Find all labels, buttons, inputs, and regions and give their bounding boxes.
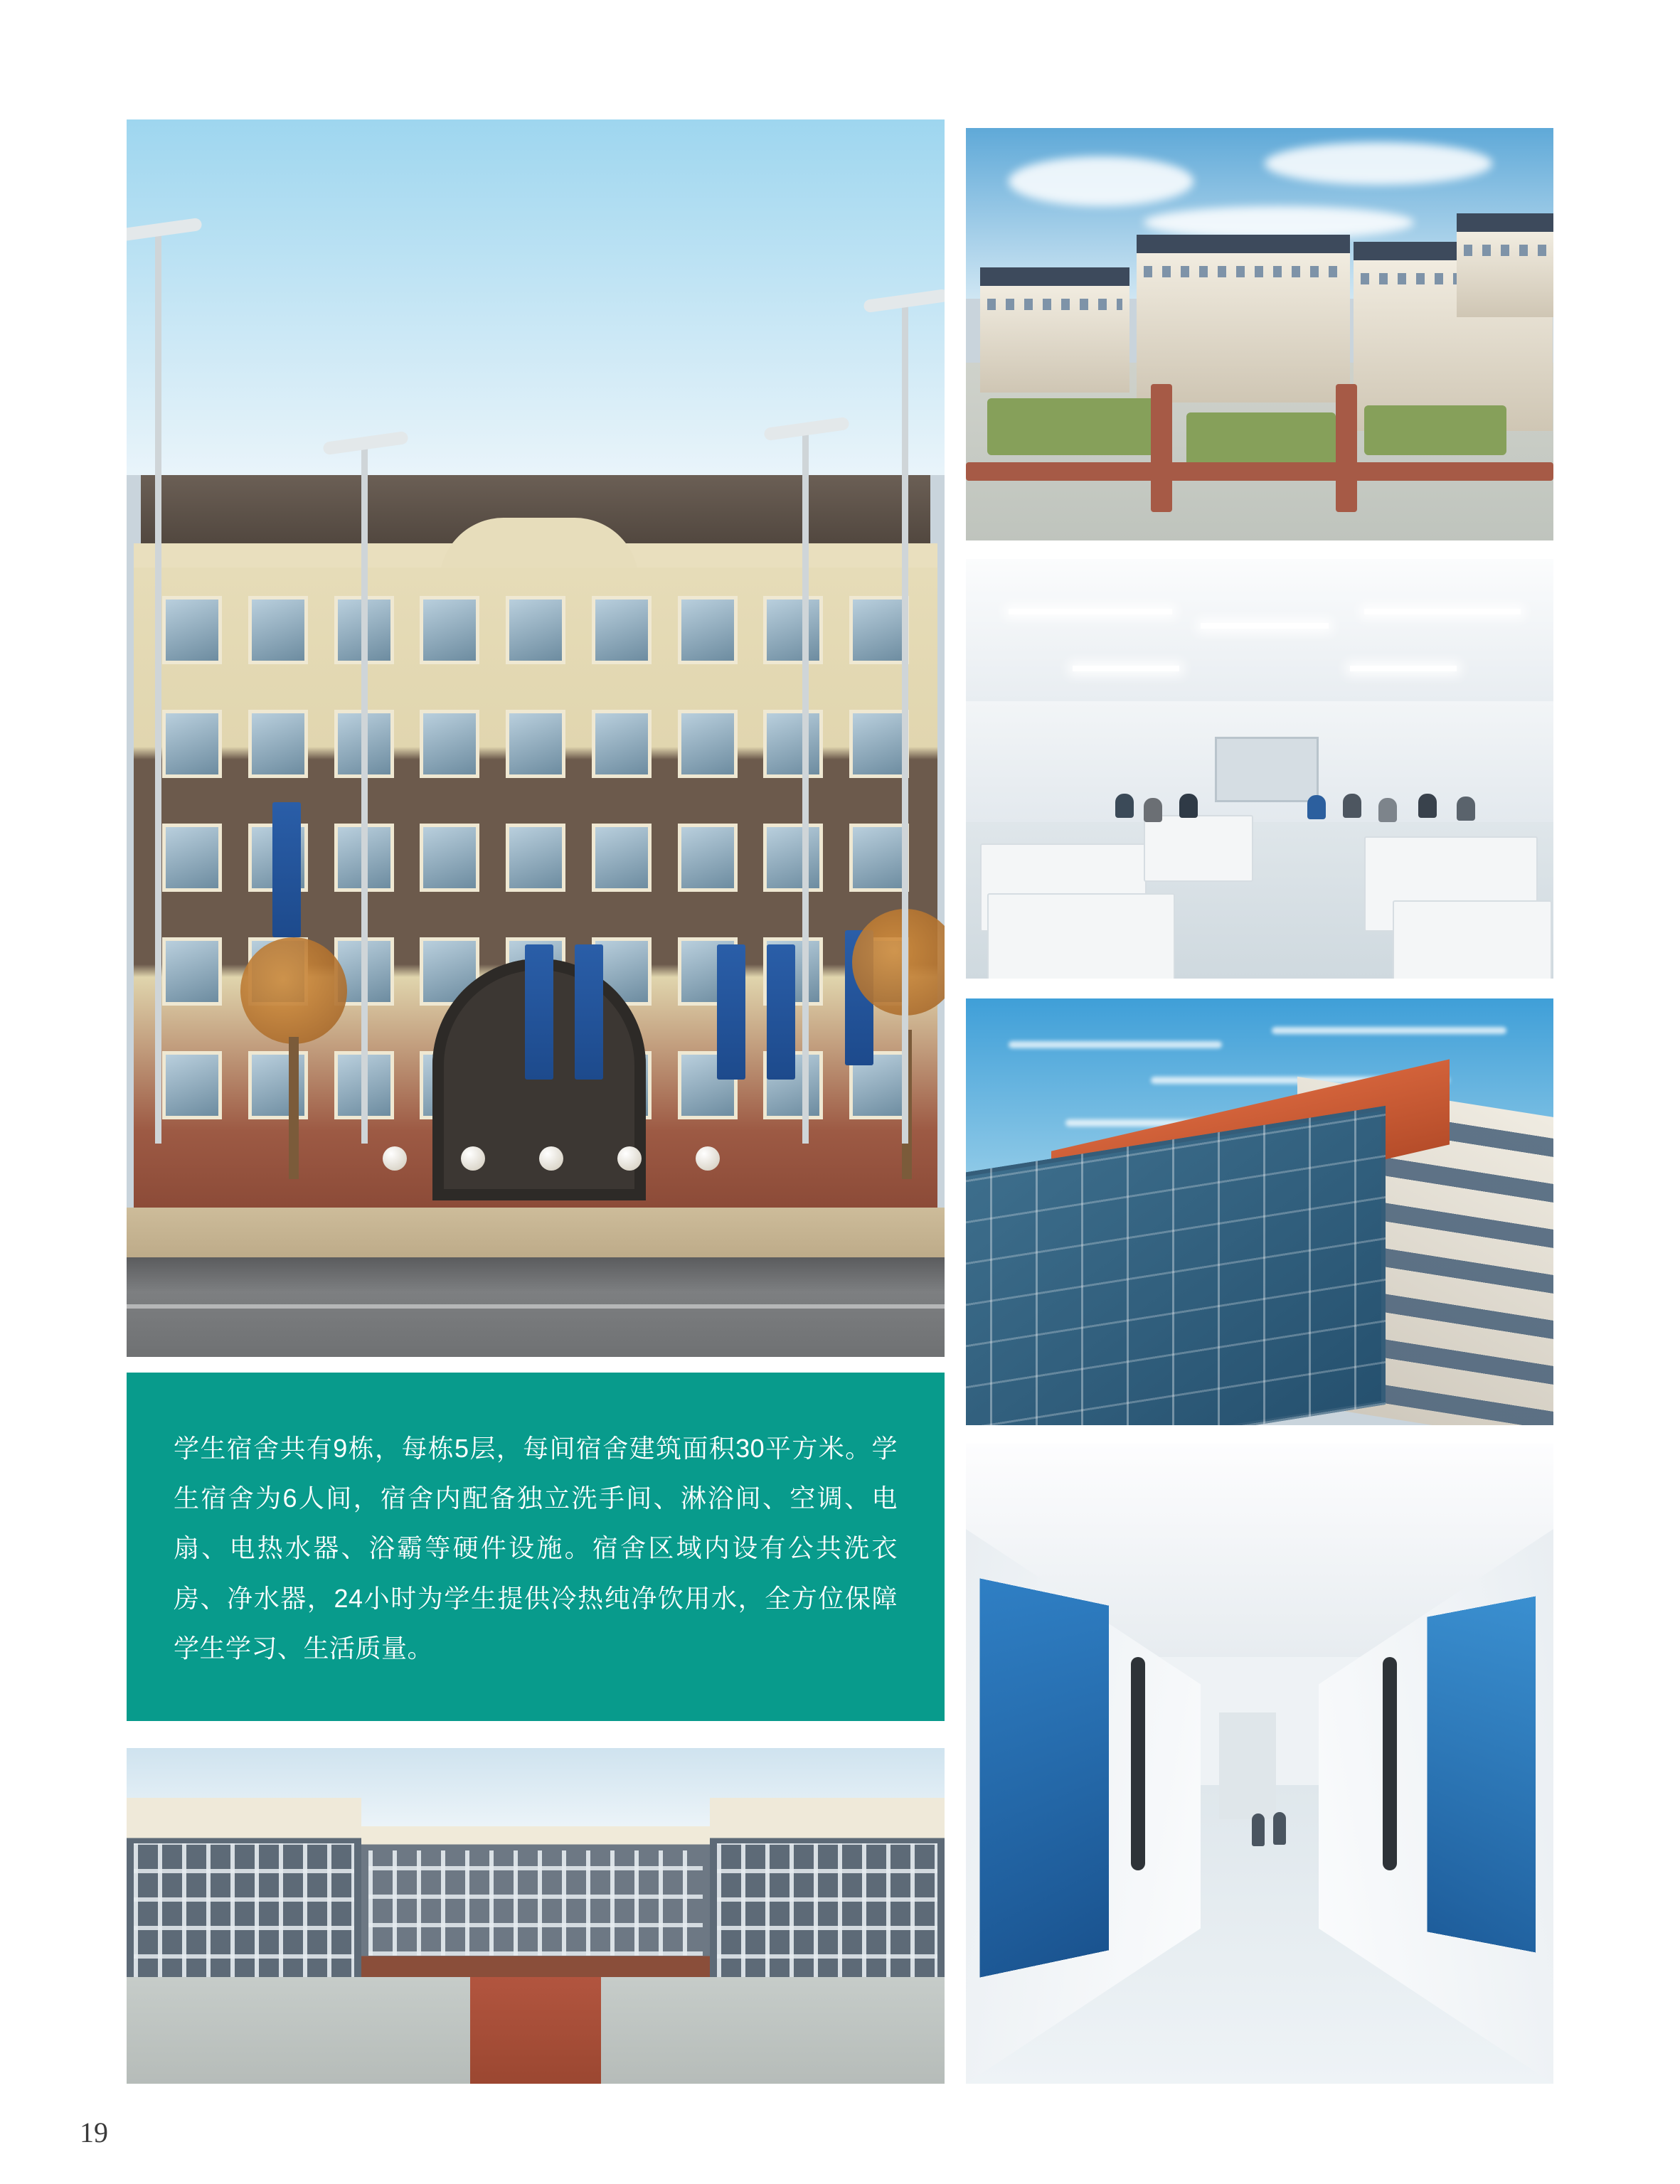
lawn bbox=[987, 398, 1158, 455]
cloud bbox=[1272, 1027, 1506, 1034]
student bbox=[1252, 1813, 1265, 1846]
wall-poster bbox=[979, 1578, 1109, 1977]
student bbox=[1273, 1812, 1286, 1845]
street-lamp bbox=[155, 233, 161, 1144]
window-row bbox=[162, 710, 909, 778]
photo-campus-aerial bbox=[966, 128, 1553, 540]
bollard bbox=[461, 1146, 485, 1171]
ceiling-light bbox=[1350, 666, 1457, 671]
road-marking bbox=[127, 1304, 945, 1309]
dorm-description-text: 学生宿舍共有9栋，每栋5层，每间宿舍建筑面积30平方米。学生宿舍为6人间，宿舍内配备独立洗手间、淋浴间、空调、电扇、电热水器、浴霸等硬件设施。宿舍区域内设有公共洗衣房、净水器，24小时为学生提供冷热纯净饮用水，全方位保障学生学习、生活质量。 bbox=[174, 1434, 898, 1663]
student bbox=[1144, 798, 1162, 822]
road bbox=[127, 1257, 945, 1357]
student bbox=[1378, 798, 1397, 822]
door-handle[interactable] bbox=[1383, 1657, 1397, 1870]
ceiling-light bbox=[1009, 609, 1172, 614]
corridor-end bbox=[1219, 1712, 1276, 1819]
campus-building bbox=[1137, 235, 1350, 403]
workstation-desk bbox=[987, 893, 1175, 979]
student bbox=[1457, 797, 1475, 821]
street-lamp bbox=[902, 304, 908, 1144]
courtyard-path bbox=[470, 1977, 601, 2084]
campus-banner bbox=[717, 944, 745, 1080]
window-row bbox=[162, 596, 909, 664]
bollard bbox=[383, 1146, 407, 1171]
tree-crown bbox=[240, 937, 347, 1044]
cloud bbox=[1009, 1041, 1222, 1048]
ceiling-light bbox=[1073, 666, 1179, 671]
campus-banner bbox=[767, 944, 795, 1080]
tree-trunk bbox=[289, 1037, 299, 1179]
ceiling bbox=[966, 559, 1553, 701]
campus-banner bbox=[272, 802, 301, 937]
lawn bbox=[1364, 405, 1506, 455]
walkway bbox=[1336, 384, 1357, 512]
photo-computer-lab bbox=[966, 559, 1553, 979]
student bbox=[1115, 794, 1134, 818]
student bbox=[1418, 794, 1437, 818]
dorm-block-center bbox=[361, 1826, 710, 1977]
photo-dorm-corridor bbox=[966, 1444, 1553, 2084]
door-handle[interactable] bbox=[1131, 1657, 1145, 1870]
walkway bbox=[1151, 384, 1172, 512]
bollard bbox=[539, 1146, 563, 1171]
bollard bbox=[696, 1146, 720, 1171]
ceiling-light bbox=[1201, 623, 1329, 629]
student bbox=[1179, 794, 1198, 818]
student bbox=[1307, 795, 1326, 819]
window-grid bbox=[368, 1850, 703, 1956]
projection-screen bbox=[1215, 737, 1319, 802]
wall-poster bbox=[1427, 1597, 1536, 1953]
photo-glass-atrium bbox=[966, 998, 1553, 1425]
page-number: 19 bbox=[80, 2116, 108, 2148]
campus-banner bbox=[575, 944, 603, 1080]
walkway bbox=[966, 462, 1553, 481]
photo-dorm-courtyard bbox=[127, 1748, 945, 2084]
cloud bbox=[1009, 156, 1193, 206]
campus-building bbox=[980, 267, 1129, 393]
workstation-desk bbox=[1393, 900, 1552, 979]
street-lamp bbox=[361, 447, 368, 1144]
student bbox=[1343, 794, 1361, 818]
ceiling-light bbox=[1364, 609, 1521, 614]
street-lamp bbox=[802, 432, 809, 1144]
campus-building bbox=[1457, 213, 1553, 317]
photo-dormitory-front bbox=[127, 119, 945, 1357]
bollard bbox=[617, 1146, 642, 1171]
dorm-description-panel bbox=[127, 1373, 945, 1721]
cloud bbox=[1265, 142, 1492, 185]
campus-banner bbox=[525, 944, 553, 1080]
workstation-desk bbox=[1144, 815, 1253, 882]
